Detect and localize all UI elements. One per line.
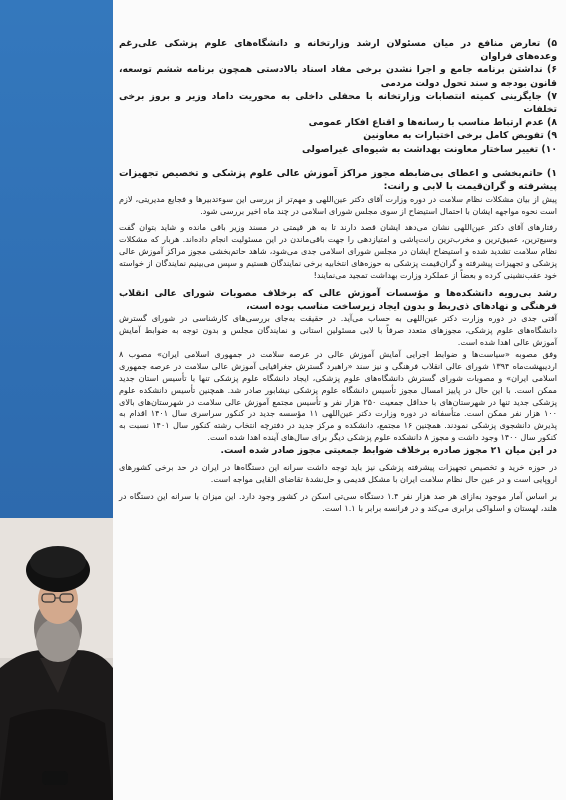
bold-paragraph: در این میان ۲۱ مجوز صادره برخلاف ضوابط جمعیتی مجوز صادر شده است.	[220, 445, 557, 457]
list-item: ۷) جایگزینی کمیته انتصابات وزارتخانه با محفلی داخلی به محوریت داماد وزیر و بروز برخی تخلفات	[119, 90, 557, 116]
paragraph: پیش از بیان مشکلات نظام سلامت در دوره وزارت آقای دکتر عین‌اللهی و مهم‌تر از بررسی این سوءتدبیرها و فجایع مدیریتی، لازم است نحوه مواجهه ایشان با احتمال استیضاح از سوی مجلس شورای اسلامی در چند ماه اخیر بررسی شود.	[119, 193, 557, 216]
bold-paragraph: رشد بی‌رویه دانشکده‌ها و مؤسسات آموزش عالی که برخلاف مصوبات شورای عالی انقلاب فرهنگی و نهادهای ذی‌ربط و بدون ایجاد زیرساخت مناسب بوده است،	[119, 287, 557, 313]
list-item: ۶) نداشتن برنامه جامع و اجرا نشدن برخی مفاد اسناد بالادستی همچون برنامه ششم توسعه، قانون بودجه و سند تحول دولت مردمی	[119, 64, 557, 89]
section-heading: ۱) حاتم‌بخشی و اعطای بی‌ضابطه مجوز مراکز آموزش عالی علوم پزشکی و تخصیص تجهیزات پیشرفته و گران‌قیمت با لابی و رانت:	[119, 167, 557, 193]
paragraph: بر اساس آمار موجود به‌ازای هر صد هزار نفر ۱.۴ دستگاه سی‌تی اسکن در کشور وجود دارد. این میزان با سرانه این دستگاه در هلند، لهستان و اسلواکی برابری می‌کند و در فرانسه برابر با ۱.۱ است.	[119, 491, 558, 513]
document-text	[119, 37, 557, 515]
list-item: ۱۰) تغییر ساختار معاونت بهداشت به شیوه‌ای غیراصولی	[301, 143, 557, 155]
paragraph: در حوزه خرید و تخصیص تجهیزات پیشرفته پزشکی نیز باید توجه داشت سرانه این دستگاه‌ها در ایران در حد برخی کشورهای اروپایی است و در عین حال نظام سلامت ایران با مشکل قدیمی و حل‌نشدهٔ تقاضای القایی مواجه است.	[119, 462, 557, 485]
paragraph: وفق مصوبه «سیاست‌ها و ضوابط اجرایی آمایش آموزش عالی در عرصه سلامت در جمهوری اسلامی ایران» مصوب ۸ اردیبهشت‌ماه ۱۳۹۴ شورای عالی انقلاب فرهنگی و نیز سند «راهبرد گسترش جغرافیایی آموزش عالی سلامت در عرصه جمهوری اسلامی ایران» و مصوبات شورای گسترش دانشگاه‌های علوم پزشکی، ایجاد دانشگاه علوم پزشکی تنها با تأسیس استان جدید ممکن است. با این حال در پاییز امسال مجوز تأسیس دانشگاه علوم پزشکی نیشابور صادر شد. همچنین تأسیس دانشکده علوم پزشکی جدید تنها در شهرستان‌های با حداقل جمعیت ۲۵۰ هزار نفر و تأسیس مجتمع آموزش عالی سلامت در شهرستان‌های بالای ۱۰۰ هزار نفر ممکن است. متأسفانه در دوره وزارت دکتر عین‌اللهی ۱۱ مؤسسه جدید در کنکور سراسری سال ۱۴۰۱ اقدام به پذیرش دانشجوی پزشکی نمودند. همچنین ۱۶ مجتمع، دانشکده و مرکز جدید در دفترچه انتخاب رشته کنکور سال ۱۴۰۱ نسبت به کنکور سال ۱۴۰۰ وجود داشت و مجوز ۸ دانشکده علوم پزشکی دیگر برای سال‌های آینده اهدا شده است.	[119, 348, 557, 443]
phone-icon	[42, 771, 68, 785]
portrait-photo	[0, 518, 113, 800]
list-item: ۸) عدم ارتباط مناسب با رسانه‌ها و اقناع افکار عمومی	[308, 117, 557, 129]
spacer	[119, 156, 557, 167]
paragraph: رفتارهای آقای دکتر عین‌اللهی نشان می‌دهد ایشان قصد دارند تا به هر قیمتی در مسند وزیر باقی مانده و شاید بتوان گفت وسیع‌ترین، عمیق‌ترین و مخرب‌ترین رانت‌پاشی و امتیازدهی را جهت باقی‌ماندن در این مسئولیت انجام داده‌اند. هربار که مشکلات نظام سلامت تشدید شده و استیضاح ایشان در مجلس شورای اسلامی جدی می‌شود، شاهد حاتم‌بخشی مجوز مراکز آموزش عالی پزشکی و تجهیزات پیشرفته و گران‌قیمت پزشکی به حوزه‌های انتخابیه برخی نمایندگان هستیم و سپس می‌بینیم نمایندگان از خواسته خود عقب‌نشینی کرده و بعضاً از عملکرد وزارت بهداشت تمجید می‌نمایند!	[119, 222, 557, 281]
paragraph: آفتی جدی در دوره وزارت دکتر عین‌اللهی به حساب می‌آید. در حقیقت به‌جای بررسی‌های کارشناسی در شورای گسترش دانشگاه‌های علوم پزشکی، مجوزهای متعدد صرفاً با لابی مسئولین استانی و نمایندگان مجلس و بدون توجه به ضوابط آمایش آموزش عالی اهدا شده است.	[119, 313, 557, 347]
list-item: ۹) تفویض کامل برخی اختیارات به معاونین	[363, 130, 557, 142]
list-item: ۵) تعارض منافع در میان مسئولان ارشد وزارتخانه و دانشگاه‌های علوم پزشکی علی‌رغم وعده‌های فراوان	[119, 38, 557, 63]
portrait-illustration	[0, 518, 113, 800]
